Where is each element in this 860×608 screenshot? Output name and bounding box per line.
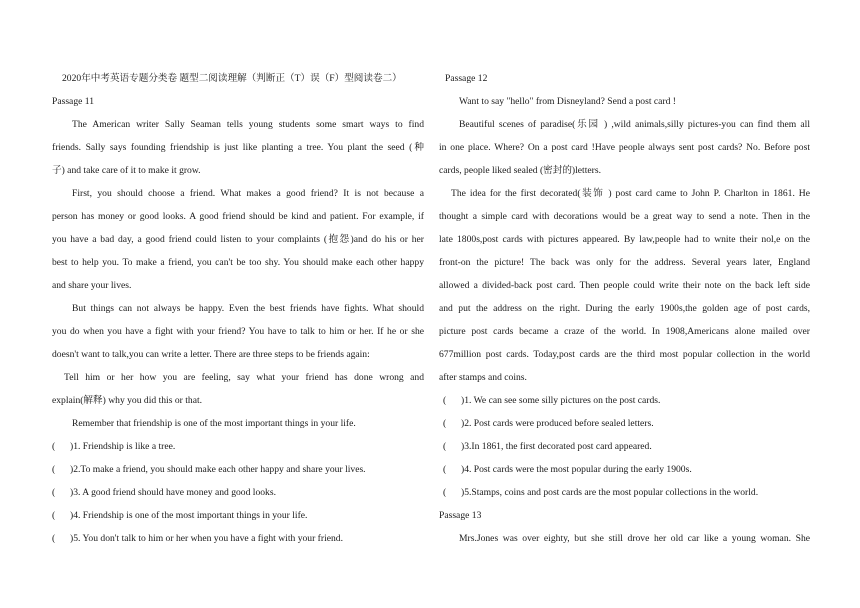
- left-column: [52, 67, 424, 550]
- passage-12-text-line: and put the address on the right. During the early 1900s,the golden age of post cards,: [439, 303, 810, 314]
- passage-11-question-5: [52, 527, 424, 550]
- question-text: 4. Post cards were the most popular during the early 1900s.: [464, 464, 692, 475]
- passage-12-question-1: [439, 389, 810, 412]
- answer-blank-close: ): [70, 533, 74, 544]
- document-title: 2020年中考英语专题分类卷 题型二阅读理解（判断正（T）误（F）型阅读卷二）: [62, 73, 402, 84]
- passage-11-text-line: best to help you. To make a friend, you can't be too shy. You should make each other happy: [52, 257, 424, 268]
- passage-11-text-line: explain(解释) why you did this or that.: [52, 395, 203, 406]
- answer-blank-close: ): [70, 464, 74, 475]
- passage-12-text-line: Beautiful scenes of paradise(乐园 ) ,wild animals,silly pictures-you can find them all: [459, 119, 810, 130]
- answer-blank-close: ): [461, 487, 465, 498]
- answer-blank-close: ): [461, 395, 465, 406]
- passage-11-text-line: you have a bad day, a good friend could listen to your complaints (抱怨)and do his or her: [52, 234, 424, 245]
- answer-blank-open: (: [52, 487, 56, 498]
- question-text: 2. Post cards were produced before sealed letters.: [464, 418, 654, 429]
- passage-12-question-4: [439, 458, 810, 481]
- passage-13-heading: Passage 13: [439, 510, 482, 521]
- answer-blank-open: (: [443, 487, 447, 498]
- passage-11-text-line: 子) and take care of it to make it grow.: [52, 165, 201, 176]
- passage-11-text-line: doesn't want to talk,you can write a letter. There are three steps to be friends again:: [52, 349, 370, 360]
- passage-12-text-line: front-on the picture! The back was only for the address. Several years later, England: [439, 257, 810, 268]
- passage-11-question-3: [52, 481, 424, 504]
- question-text: 4. Friendship is one of the most important things in your life.: [73, 510, 308, 521]
- answer-blank-open: (: [443, 395, 447, 406]
- passage-12-text-line: cards, people liked sealed (密封的)letters.: [439, 165, 601, 176]
- question-text: 3. A good friend should have money and good looks.: [73, 487, 276, 498]
- passage-12-question-2: [439, 412, 810, 435]
- answer-blank-open: (: [52, 533, 56, 544]
- passage-11-question-2: [52, 458, 424, 481]
- right-column: [439, 67, 810, 550]
- answer-blank-close: ): [461, 464, 465, 475]
- answer-blank-open: (: [443, 441, 447, 452]
- passage-12-text-line: thought a simple card with decorations would be a great way to send a note. Then in the: [439, 211, 810, 222]
- answer-blank-close: ): [461, 441, 465, 452]
- passage-12-question-3: [439, 435, 810, 458]
- passage-12-text-line: Want to say "hello" from Disneyland? Send a post card !: [459, 96, 677, 107]
- passage-12-question-5: [439, 481, 810, 504]
- passage-11-text-line: and share your lives.: [52, 280, 132, 291]
- answer-blank-open: (: [52, 464, 56, 475]
- passage-11-text-line: The American writer Sally Seaman tells young students some smart ways to find: [72, 119, 424, 130]
- question-text: 1. Friendship is like a tree.: [73, 441, 176, 452]
- question-text: 5.Stamps, coins and post cards are the most popular collections in the world.: [464, 487, 759, 498]
- passage-11-question-1: [52, 435, 424, 458]
- passage-12-text-line: The idea for the first decorated(装饰 ) post card came to John P. Charlton in 1861. He: [451, 188, 810, 199]
- passage-12-text-line: allowed a divided-back post card. Then people could write their note on the back left side: [439, 280, 810, 291]
- question-text: 5. You don't talk to him or her when you have a fight with your friend.: [73, 533, 343, 544]
- passage-12-text-line: late 1800s,post cards with pictures appeared. By law,people had to wnite their nol,e on the: [439, 234, 810, 245]
- question-text: 2.To make a friend, you should make each other happy and share your lives.: [73, 464, 366, 475]
- answer-blank-close: ): [70, 441, 74, 452]
- answer-blank-close: ): [70, 487, 74, 498]
- passage-12-text-line: 677million post cards. Today,post cards are the third most popular collection in the world: [439, 349, 810, 360]
- answer-blank-open: (: [443, 418, 447, 429]
- answer-blank-open: (: [52, 510, 56, 521]
- answer-blank-open: (: [52, 441, 56, 452]
- passage-11-text-line: Tell him or her how you are feeling, say what your friend has done wrong and: [64, 372, 424, 383]
- passage-13-text-line: Mrs.Jones was over eighty, but she still drove her old car like a young woman. She: [459, 533, 810, 544]
- passage-12-heading: Passage 12: [445, 73, 488, 84]
- answer-blank-open: (: [443, 464, 447, 475]
- passage-12-text-line: in one place. Where? On a post card !Have people always sent post cards? No. Before post: [439, 142, 810, 153]
- passage-11-text-line: you do when you have a fight with your friend? You have to talk to him or her. If he or she: [52, 326, 424, 337]
- answer-blank-close: ): [461, 418, 465, 429]
- question-text: 3.In 1861, the first decorated post card appeared.: [464, 441, 652, 452]
- passage-11-text-line: First, you should choose a friend. What makes a good friend? It is not because a: [72, 188, 424, 199]
- passage-11-text-line: person has money or good looks. A good friend should be kind and patient. For example, if: [52, 211, 424, 222]
- passage-11-text-line: friends. Sally says founding friendship is just like planting a tree. You plant the seed (种: [52, 142, 424, 153]
- passage-12-text-line: picture post cards became a craze of the world. In 1908,Americans alone mailed over: [439, 326, 810, 337]
- passage-11-text-line: But things can not always be happy. Even the best friends have fights. What should: [72, 303, 424, 314]
- passage-12-text-line: after stamps and coins.: [439, 372, 527, 383]
- answer-blank-close: ): [70, 510, 74, 521]
- question-text: 1. We can see some silly pictures on the post cards.: [464, 395, 661, 406]
- passage-11-question-4: [52, 504, 424, 527]
- passage-11-text-line: Remember that friendship is one of the most important things in your life.: [72, 418, 356, 429]
- passage-11-heading: Passage 11: [52, 96, 95, 107]
